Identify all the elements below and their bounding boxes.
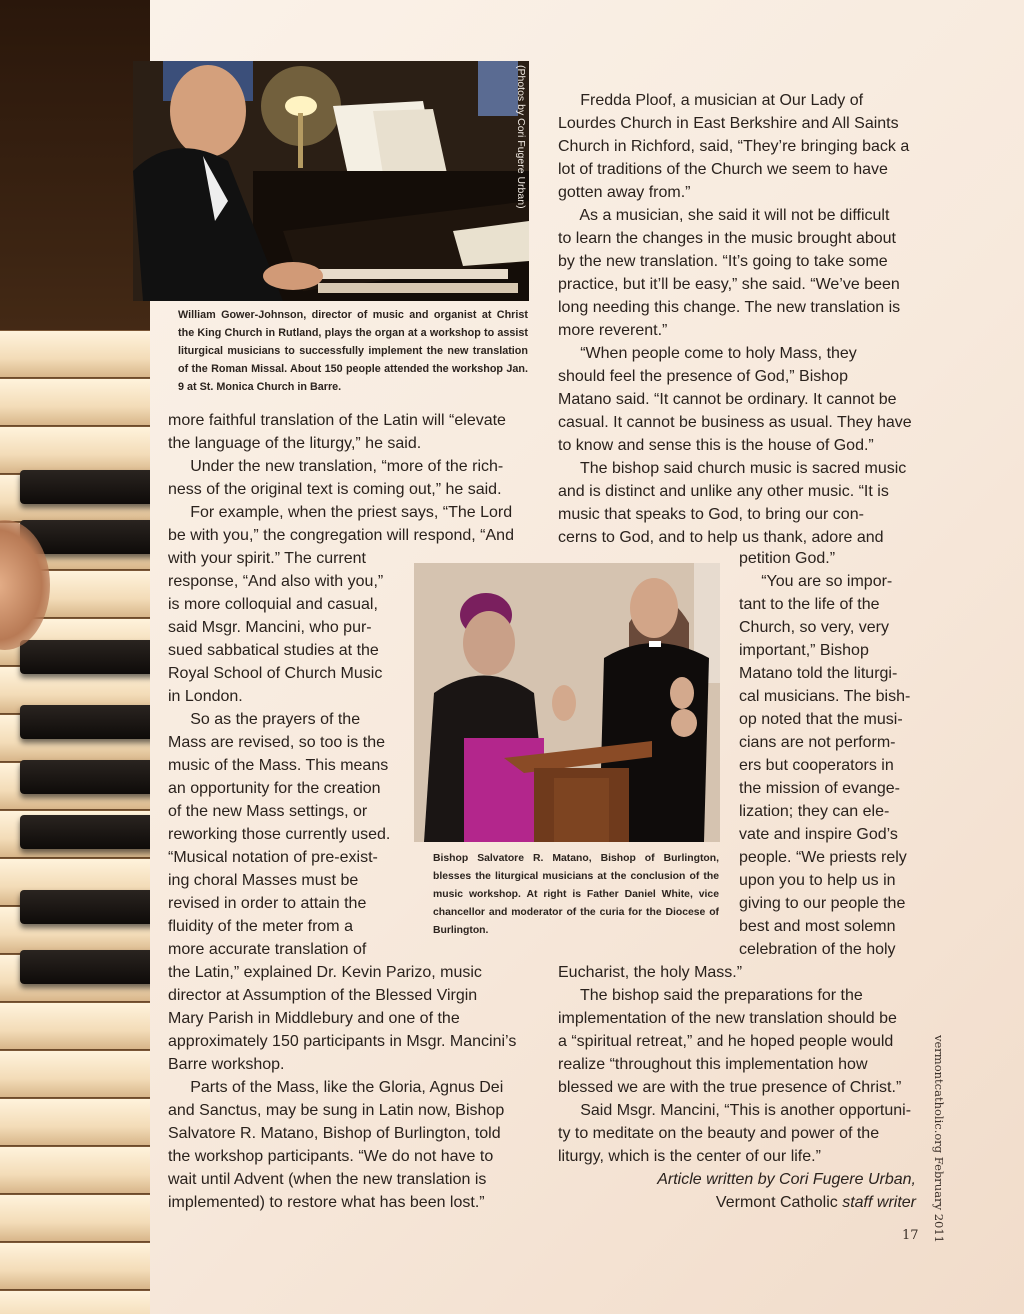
text-line: practice, but it’ll be easy,” she said. “We’ve been bbox=[558, 276, 900, 293]
text-line: be with you,” the congregation will respond, “And bbox=[168, 527, 514, 544]
text-line: the Latin,” explained Dr. Kevin Parizo, music bbox=[168, 964, 482, 981]
text-line: more reverent.” bbox=[558, 322, 668, 339]
left-column-top bbox=[168, 409, 533, 547]
text-line: Mary Parish in Middlebury and one of the bbox=[168, 1010, 460, 1027]
text-line: wait until Advent (when the new translation is bbox=[168, 1171, 487, 1188]
photo-credit: (Photos by Cori Fugere Urban) bbox=[515, 65, 527, 209]
text-line: Mass are revised, so too is the bbox=[168, 734, 385, 751]
text-line: director at Assumption of the Blessed Virgin bbox=[168, 987, 478, 1004]
text-line: an opportunity for the creation bbox=[168, 780, 381, 797]
text-line: implemented) to restore what has been lost.” bbox=[168, 1194, 485, 1211]
text-line: music of the Mass. This means bbox=[168, 757, 389, 774]
text-line: The bishop said church music is sacred music bbox=[558, 460, 907, 477]
text-line: said Msgr. Mancini, who pur- bbox=[168, 619, 372, 636]
text-line: ing choral Masses must be bbox=[168, 872, 359, 889]
text-line: response, “And also with you,” bbox=[168, 573, 384, 590]
text-line: by the new translation. “It’s going to take some bbox=[558, 253, 888, 270]
text-line: sued sabbatical studies at the bbox=[168, 642, 379, 659]
text-line: Eucharist, the holy Mass.” bbox=[558, 964, 743, 981]
text-line: the mission of evange- bbox=[739, 780, 900, 797]
text-line: Salvatore R. Matano, Bishop of Burlington, told bbox=[168, 1125, 501, 1142]
text-line: a “spiritual retreat,” and he hoped people would bbox=[558, 1033, 894, 1050]
text-line: ness of the original text is coming out,” he said. bbox=[168, 481, 502, 498]
text-line: fluidity of the meter from a bbox=[168, 918, 353, 935]
text-line: liturgy, which is the center of our life.” bbox=[558, 1148, 821, 1165]
text-line: lot of traditions of the Church we seem to have bbox=[558, 161, 888, 178]
text-line: the workshop participants. “We do not have to bbox=[168, 1148, 494, 1165]
text-line: For example, when the priest says, “The Lord bbox=[168, 504, 513, 521]
text-line: cal musicians. The bish- bbox=[739, 688, 911, 705]
text-line: blessed we are with the true presence of Christ.” bbox=[558, 1079, 902, 1096]
text-line: should feel the presence of God,” Bishop bbox=[558, 368, 848, 385]
text-line: Royal School of Church Music bbox=[168, 665, 383, 682]
text-line: revised in order to attain the bbox=[168, 895, 367, 912]
text-line: more faithful translation of the Latin will “elevate bbox=[168, 412, 506, 429]
text-line: realize “throughout this implementation how bbox=[558, 1056, 868, 1073]
text-line: more accurate translation of bbox=[168, 941, 367, 958]
text-line: approximately 150 participants in Msgr. Mancini’s bbox=[168, 1033, 517, 1050]
text-line: “Musical notation of pre-exist- bbox=[168, 849, 378, 866]
text-line: with your spirit.” The current bbox=[168, 550, 366, 567]
text-line: best and most solemn bbox=[739, 918, 896, 935]
text-line: “You are so impor- bbox=[739, 573, 893, 590]
text-line: Parts of the Mass, like the Gloria, Agnus Dei bbox=[168, 1079, 504, 1096]
text-line: celebration of the holy bbox=[739, 941, 896, 958]
page-number: 17 bbox=[902, 1228, 919, 1243]
text-line: Under the new translation, “more of the rich- bbox=[168, 458, 504, 475]
text-line: Church in Richford, said, “They’re bringing back a bbox=[558, 138, 910, 155]
text-line: and Sanctus, may be sung in Latin now, Bishop bbox=[168, 1102, 505, 1119]
text-line: of the new Mass settings, or bbox=[168, 803, 368, 820]
text-line: the language of the liturgy,” he said. bbox=[168, 435, 422, 452]
text-line: As a musician, she said it will not be difficult bbox=[558, 207, 890, 224]
text-line: implementation of the new translation should be bbox=[558, 1010, 897, 1027]
text-line: Matano said. “It cannot be ordinary. It cannot be bbox=[558, 391, 897, 408]
text-line: in London. bbox=[168, 688, 243, 705]
text-line: music that speaks to God, to bring our con- bbox=[558, 506, 864, 523]
right-column-top bbox=[558, 89, 923, 549]
text-line: reworking those currently used. bbox=[168, 826, 391, 843]
text-line: giving to our people the bbox=[739, 895, 906, 912]
text-line: lization; they can ele- bbox=[739, 803, 890, 820]
organist-photo bbox=[133, 61, 529, 301]
website-date-sidebar: vermontcatholic.org February 2011 bbox=[932, 1035, 946, 1243]
bishop-photo bbox=[414, 563, 720, 842]
left-column-bottom bbox=[168, 961, 533, 1214]
text-line: cians are not perform- bbox=[739, 734, 896, 751]
text-line: important,” Bishop bbox=[739, 642, 869, 659]
text-line: gotten away from.” bbox=[558, 184, 691, 201]
text-line: upon you to help us in bbox=[739, 872, 896, 889]
text-line: casual. It cannot be business as usual. They have bbox=[558, 414, 912, 431]
left-column-narrow bbox=[168, 547, 408, 961]
text-line: people. “We priests rely bbox=[739, 849, 907, 866]
text-line: Church, so very, very bbox=[739, 619, 889, 636]
text-line: and is distinct and unlike any other music. “It is bbox=[558, 483, 889, 500]
text-line: The bishop said the preparations for the bbox=[558, 987, 863, 1004]
byline-publication-name: Vermont Catholic bbox=[715, 1194, 843, 1211]
text-line: “When people come to holy Mass, they bbox=[558, 345, 857, 362]
text-line: cerns to God, and to help us thank, adore and bbox=[558, 529, 884, 546]
piano-keys-photo bbox=[0, 0, 150, 1314]
text-line: to learn the changes in the music brought about bbox=[558, 230, 896, 247]
text-line: Barre workshop. bbox=[168, 1056, 285, 1073]
text-line: long needing this change. The new translation is bbox=[558, 299, 901, 316]
byline-publication bbox=[558, 1191, 916, 1214]
text-line: to know and sense this is the house of God.” bbox=[558, 437, 874, 454]
text-line: Lourdes Church in East Berkshire and All Saints bbox=[558, 115, 899, 132]
text-line: is more colloquial and casual, bbox=[168, 596, 378, 613]
text-line: Fredda Ploof, a musician at Our Lady of bbox=[558, 92, 864, 109]
text-line: vate and inspire God’s bbox=[739, 826, 898, 843]
byline-author: Article written by Cori Fugere Urban, bbox=[657, 1171, 916, 1188]
organist-photo-caption: William Gower-Johnson, director of music and organist at Christ the King Church in Rutland, plays the organ at a workshop to assist liturgical musicians to successfully implement the new translation of the Roman Missal. About 150 people attended the workshop Jan. 9 at St. Monica Church in Barre. bbox=[178, 309, 528, 393]
byline-role: staff writer bbox=[842, 1194, 916, 1211]
text-line: op noted that the musi- bbox=[739, 711, 903, 728]
text-line: Said Msgr. Mancini, “This is another opportuni- bbox=[558, 1102, 912, 1119]
text-line: So as the prayers of the bbox=[168, 711, 361, 728]
text-line: Matano told the liturgi- bbox=[739, 665, 898, 682]
text-line: petition God.” bbox=[739, 550, 836, 567]
text-line: tant to the life of the bbox=[739, 596, 880, 613]
bishop-photo-caption: Bishop Salvatore R. Matano, Bishop of Burlington, blesses the liturgical musicians at the conclusion of the music workshop. At right is Father Daniel White, vice chancellor and moderator of the curia for the Diocese of Burlington. bbox=[433, 853, 719, 936]
right-column-bottom bbox=[558, 961, 923, 1214]
right-column-narrow bbox=[739, 547, 924, 961]
text-line: ers but cooperators in bbox=[739, 757, 894, 774]
text-line: ty to meditate on the beauty and power of the bbox=[558, 1125, 880, 1142]
